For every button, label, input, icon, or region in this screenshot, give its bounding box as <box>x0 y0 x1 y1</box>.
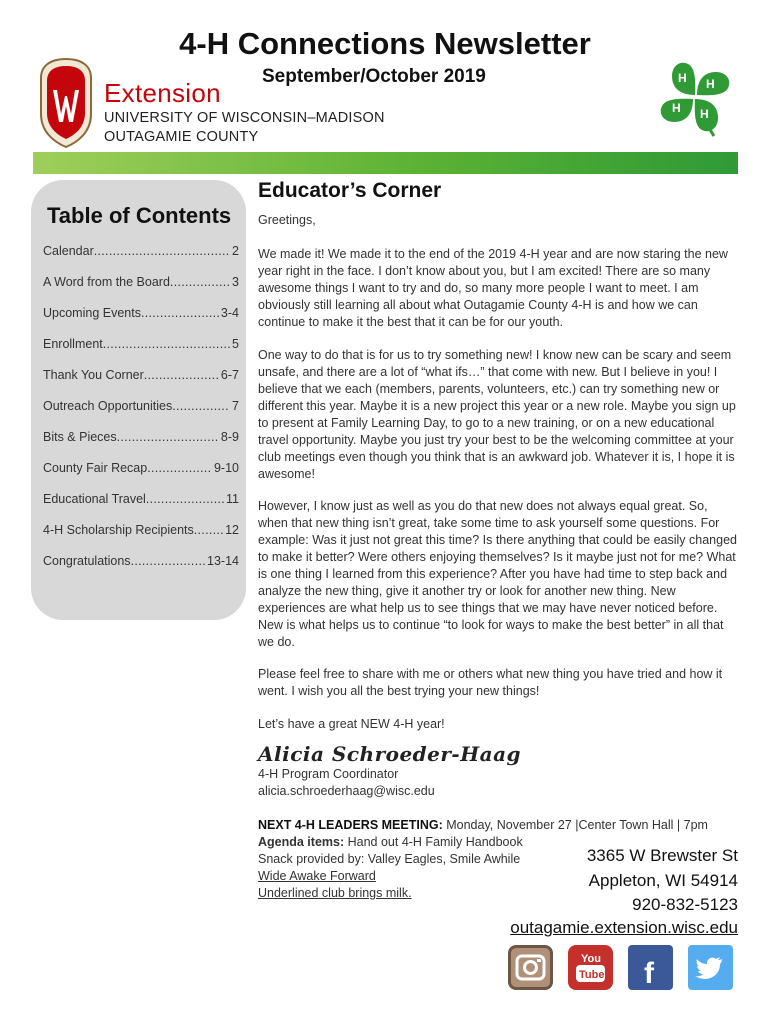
toc-leader <box>141 306 219 337</box>
youtube-icon[interactable] <box>568 945 613 990</box>
toc-list <box>43 244 239 585</box>
toc-item-page: 3-4 <box>220 306 239 320</box>
toc-leader <box>170 275 230 306</box>
snack-club: Wide Awake Forward <box>258 869 376 883</box>
clover-letter: H <box>672 101 681 115</box>
toc-leader <box>147 461 212 492</box>
website-link[interactable]: outagamie.extension.wisc.edu <box>510 918 738 937</box>
toc-leader <box>146 492 224 523</box>
uw-crest-logo <box>36 56 96 150</box>
toc-item[interactable] <box>43 430 239 461</box>
article-greeting: Greetings, <box>258 213 316 227</box>
toc-item[interactable] <box>43 244 239 275</box>
toc-item-label: Bits & Pieces <box>43 430 117 444</box>
address-city: Appleton, WI 54914 <box>588 871 738 890</box>
toc-leader <box>103 337 230 368</box>
toc-item-label: A Word from the Board <box>43 275 170 289</box>
toc-item[interactable] <box>43 368 239 399</box>
toc-leader <box>172 399 230 430</box>
svg-text:Tube: Tube <box>579 969 605 981</box>
toc-item-page: 2 <box>232 244 239 258</box>
university-name: UNIVERSITY OF WISCONSIN–MADISON <box>104 110 385 126</box>
twitter-icon[interactable] <box>688 945 733 990</box>
agenda-label: Agenda items: <box>258 835 345 849</box>
toc-item[interactable] <box>43 337 239 368</box>
newsletter-title: 4-H Connections Newsletter <box>179 26 591 61</box>
toc-item[interactable] <box>43 399 239 430</box>
toc-leader <box>144 368 219 399</box>
toc-item-page: 5 <box>232 337 239 351</box>
instagram-icon[interactable] <box>508 945 553 990</box>
phone-number: 920-832-5123 <box>632 895 738 914</box>
article-closing: Let’s have a great NEW 4-H year! <box>258 717 445 731</box>
author-role: 4-H Program Coordinator <box>258 767 399 781</box>
toc-item-label: Thank You Corner <box>43 368 144 382</box>
toc-heading: Table of Contents <box>47 203 232 228</box>
county-name: OUTAGAMIE COUNTY <box>104 129 259 145</box>
toc-item[interactable] <box>43 554 239 585</box>
signature: Alicia Schroeder-Haag <box>258 742 522 766</box>
toc-item-page: 11 <box>226 492 239 506</box>
toc-leader <box>94 244 230 275</box>
toc-item[interactable] <box>43 492 239 523</box>
toc-item-label: Enrollment <box>43 337 103 351</box>
toc-item-page: 8-9 <box>220 430 239 444</box>
agenda-line <box>258 835 523 849</box>
snack-line: Snack provided by: Valley Eagles, Smile Awhile <box>258 852 521 866</box>
4h-clover-icon <box>650 52 740 142</box>
toc-item-page: 7 <box>232 399 239 413</box>
milk-note: Underlined club brings milk. <box>258 886 412 900</box>
article-paragraph: Please feel free to share with me or others what new thing you have tried and how it went. I wish you all the best trying your new things! <box>258 667 723 698</box>
toc-item-page: 12 <box>225 523 239 537</box>
meeting-details: Monday, November 27 |Center Town Hall | 7pm <box>442 818 708 832</box>
toc-leader <box>131 554 205 585</box>
toc-item-label: Upcoming Events <box>43 306 141 320</box>
toc-item-page: 6-7 <box>220 368 239 382</box>
toc-item[interactable] <box>43 275 239 306</box>
header-divider-bar <box>33 152 738 174</box>
svg-text:You: You <box>581 953 601 965</box>
toc-item-label: Outreach Opportunities <box>43 399 173 413</box>
toc-item-label: 4-H Scholarship Recipients <box>43 523 194 537</box>
article-paragraph: One way to do that is for us to try something new! I know new can be scary and seem unsafe, and there are a lot of “what ifs…” that come with new. But I believe in you! I believe that we each (members, parents, volunteers, etc.) can try something new or different this year. Maybe it is a new project this year or a new role. Maybe you sign up to present at Family Learning Day, to go to a new training, or on a new educational travel opportunity. Maybe you just try your best to be the welcoming committee at your club meetings even though you think that is an awkward job. Whatever it is, I hope it is awesome! <box>258 348 736 481</box>
toc-item[interactable] <box>43 523 239 554</box>
section-title: Educator’s Corner <box>258 179 442 202</box>
toc-item[interactable] <box>43 461 239 492</box>
toc-item-label: Educational Travel <box>43 492 146 506</box>
clover-letter: H <box>700 107 709 121</box>
toc-leader <box>194 523 223 554</box>
toc-item-label: Congratulations <box>43 554 131 568</box>
toc-item-label: Calendar <box>43 244 94 258</box>
facebook-icon[interactable] <box>628 945 673 990</box>
clover-letter: H <box>706 77 715 91</box>
address-street: 3365 W Brewster St <box>586 846 738 865</box>
toc-item-page: 9-10 <box>213 461 239 475</box>
toc-item-label: County Fair Recap <box>43 461 148 475</box>
toc-item-page: 13-14 <box>207 554 239 568</box>
svg-text:f: f <box>644 957 654 990</box>
agenda-text: Hand out 4-H Family Handbook <box>344 835 523 849</box>
article-paragraph: However, I know just as well as you do that new does not always equal great. So, when that new thing isn’t great, take some time to ask yourself some questions. For example: Was it just not great this time? Is there anything that could be easily changed to make it better? Were others enjoying themselves? Is it maybe just not for me? What is one thing I learned from this experience? After you have had time to step back and analyze the new thing, give it another try or look for another new thing. New experiences are what help us to see things that we may have never noticed before. New is what helps us to continue “to look for ways to make the best better” in all that we do. <box>258 499 737 649</box>
toc-leader <box>117 430 219 461</box>
newsletter-date: September/October 2019 <box>262 66 486 87</box>
extension-wordmark: Extension <box>104 78 221 108</box>
article-paragraph: We made it! We made it to the end of the 2019 4-H year and are now staring the new year right in the face. I don’t know about you, but I am excited! There are so many awesome things I want to try and do, so many more people I want to meet. I am obviously still learning all about what Outagamie County 4-H is and how we can continue to make it the best that it can be for our youth. <box>258 247 728 329</box>
toc-item[interactable] <box>43 306 239 337</box>
toc-item-page: 3 <box>232 275 239 289</box>
clover-letter: H <box>678 71 687 85</box>
author-email[interactable]: alicia.schroederhaag@wisc.edu <box>258 784 435 798</box>
meeting-label: NEXT 4-H LEADERS MEETING: <box>258 818 443 832</box>
meeting-line <box>258 818 708 832</box>
